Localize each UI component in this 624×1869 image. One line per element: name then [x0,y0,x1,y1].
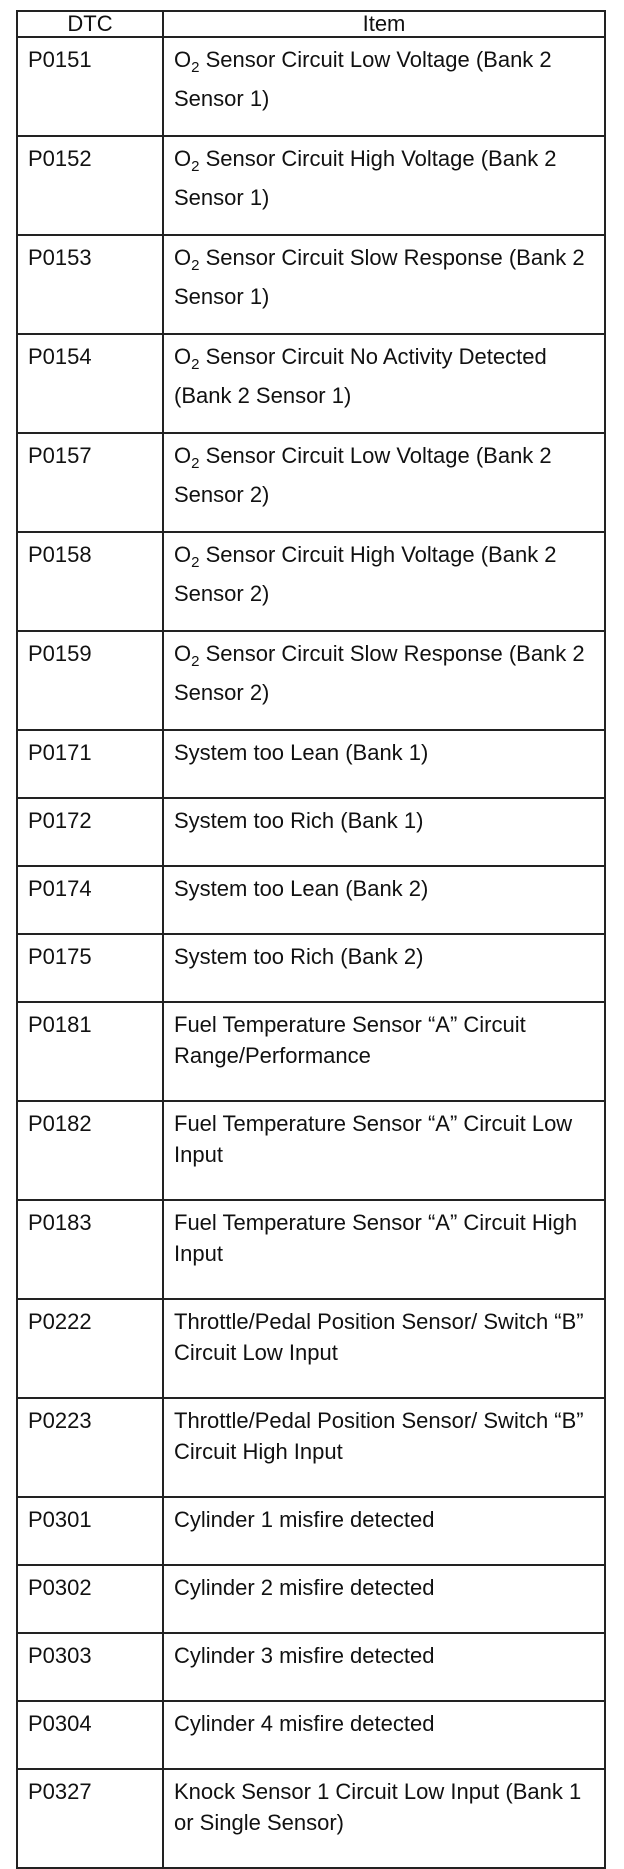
table-row [17,136,605,235]
dtc-item [163,1497,605,1565]
item-text: Fuel Temperature Sensor “A” Circuit High Input [174,1210,578,1266]
item-text: Sensor Circuit No Activity Detected (Bank 2 Sensor 1) [174,344,547,408]
dtc-code: P0153 [17,235,163,334]
item-prefix: O [174,641,192,666]
dtc-code: P0152 [17,136,163,235]
dtc-code: P0302 [17,1565,163,1633]
dtc-code: P0171 [17,730,163,798]
item-text: Sensor Circuit Slow Response (Bank 2 Sensor 2) [174,641,585,705]
item-text: Throttle/Pedal Position Sensor/ Switch “B” Circuit Low Input [174,1309,584,1365]
item-text: Knock Sensor 1 Circuit Low Input (Bank 1 or Single Sensor) [174,1779,582,1835]
dtc-code: P0303 [17,1633,163,1701]
table-row [17,1701,605,1769]
dtc-item [163,1398,605,1497]
item-text: Fuel Temperature Sensor “A” Circuit Low Input [174,1111,573,1167]
item-text: System too Rich (Bank 1) [174,808,424,833]
dtc-code: P0159 [17,631,163,730]
item-subscript: 2 [191,554,200,571]
item-text: System too Lean (Bank 1) [174,740,429,765]
dtc-code: P0223 [17,1398,163,1497]
dtc-code: P0172 [17,798,163,866]
item-text: Sensor Circuit High Voltage (Bank 2 Sensor 2) [174,542,557,606]
dtc-code: P0183 [17,1200,163,1299]
item-text: Cylinder 4 misfire detected [174,1711,435,1736]
table-row [17,1002,605,1101]
item-text: Fuel Temperature Sensor “A” Circuit Range/Performance [174,1012,526,1068]
table-row [17,1497,605,1565]
item-text: Throttle/Pedal Position Sensor/ Switch “B” Circuit High Input [174,1408,584,1464]
table-row [17,235,605,334]
dtc-code: P0182 [17,1101,163,1200]
table-row [17,334,605,433]
item-subscript: 2 [191,158,200,175]
dtc-code: P0222 [17,1299,163,1398]
item-text: Sensor Circuit Slow Response (Bank 2 Sensor 1) [174,245,585,309]
dtc-item [163,334,605,433]
dtc-item [163,1769,605,1868]
dtc-item [163,730,605,798]
dtc-code: P0304 [17,1701,163,1769]
table-row [17,1101,605,1200]
item-prefix: O [174,47,192,72]
item-text: Sensor Circuit Low Voltage (Bank 2 Sensor 2) [174,443,552,507]
dtc-code: P0157 [17,433,163,532]
item-prefix: O [174,542,192,567]
dtc-item [163,37,605,136]
item-text: Cylinder 2 misfire detected [174,1575,435,1600]
dtc-item [163,1101,605,1200]
dtc-item [163,631,605,730]
table-row [17,934,605,1002]
item-text: Sensor Circuit Low Voltage (Bank 2 Sensor 1) [174,47,552,111]
dtc-code: P0181 [17,1002,163,1101]
item-text: Cylinder 3 misfire detected [174,1643,435,1668]
item-prefix: O [174,245,192,270]
dtc-item [163,1299,605,1398]
item-text: System too Rich (Bank 2) [174,944,424,969]
table-row [17,1299,605,1398]
item-prefix: O [174,146,192,171]
table-row [17,1200,605,1299]
dtc-item [163,934,605,1002]
table-row [17,532,605,631]
table-row [17,1398,605,1497]
dtc-item [163,235,605,334]
dtc-code: P0175 [17,934,163,1002]
dtc-item [163,1002,605,1101]
dtc-table-body [17,37,605,1868]
dtc-item [163,1565,605,1633]
dtc-item [163,798,605,866]
header-row [17,11,605,37]
table-row [17,1565,605,1633]
item-text: System too Lean (Bank 2) [174,876,429,901]
table-row [17,866,605,934]
dtc-code: P0327 [17,1769,163,1868]
dtc-table [16,10,606,1869]
item-prefix: O [174,344,192,369]
table-row [17,1633,605,1701]
table-row [17,433,605,532]
item-prefix: O [174,443,192,468]
item-text: Sensor Circuit High Voltage (Bank 2 Sensor 1) [174,146,557,210]
item-subscript: 2 [191,257,200,274]
dtc-item [163,1200,605,1299]
item-subscript: 2 [191,356,200,373]
dtc-code: P0151 [17,37,163,136]
item-header: Item [163,11,605,37]
table-row [17,37,605,136]
dtc-item [163,136,605,235]
table-row [17,631,605,730]
item-subscript: 2 [191,653,200,670]
dtc-item [163,433,605,532]
dtc-code: P0174 [17,866,163,934]
dtc-header: DTC [17,11,163,37]
table-row [17,1769,605,1868]
dtc-item [163,532,605,631]
item-subscript: 2 [191,455,200,472]
item-text: Cylinder 1 misfire detected [174,1507,435,1532]
dtc-item [163,1633,605,1701]
item-subscript: 2 [191,59,200,76]
table-row [17,798,605,866]
table-row [17,730,605,798]
dtc-item [163,866,605,934]
dtc-code: P0158 [17,532,163,631]
dtc-item [163,1701,605,1769]
dtc-code: P0301 [17,1497,163,1565]
dtc-code: P0154 [17,334,163,433]
